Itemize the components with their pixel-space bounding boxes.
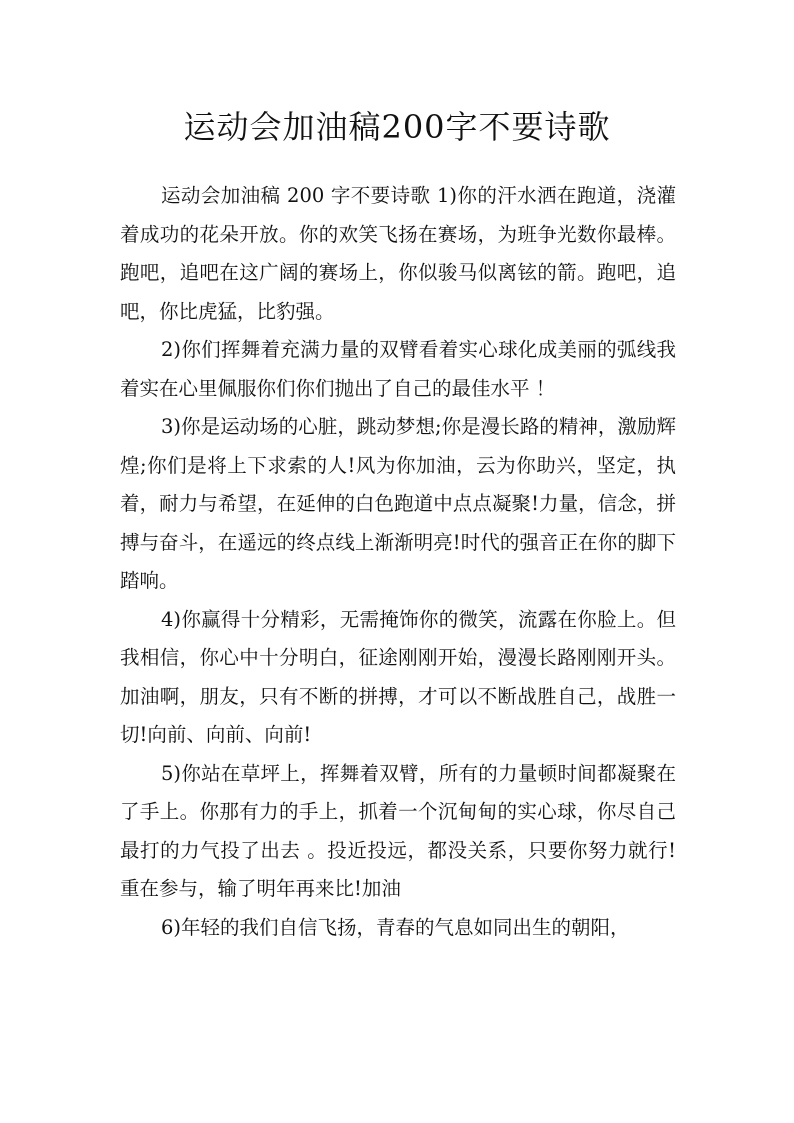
paragraph-6: 6)年轻的我们自信飞扬，青春的气息如同出生的朝阳，: [161, 915, 630, 939]
paragraph-2: 2)你们挥舞着充满力量的双臂看着实心球化成美丽的弧线我着实在心里佩服你们你们抛出了自己的最佳水平 ！: [120, 338, 676, 400]
document-body: [120, 177, 676, 947]
document-title: 运动会加油稿200字不要诗歌: [183, 108, 611, 146]
paragraph-1: 运动会加油稿 200 字不要诗歌 1)你的汗水洒在跑道，浇灌着成功的花朵开放。你的欢笑飞扬在赛场，为班争光数你最棒。跑吧，追吧在这广阔的赛场上，你似骏马似离铉的箭。跑吧，追吧，你比虎猛，比豹强。: [120, 184, 676, 323]
paragraph-4: 4)你赢得十分精彩，无需掩饰你的微笑，流露在你脸上。但我相信，你心中十分明白，征途刚刚开始，漫漫长路刚刚开头。加油啊，朋友，只有不断的拼搏，才可以不断战胜自己，战胜一切!向前、向前、向前!: [120, 607, 676, 746]
paragraph-3: 3)你是运动场的心脏，跳动梦想;你是漫长路的精神，激励辉煌;你们是将上下求索的人!风为你加油，云为你助兴，坚定，执着，耐力与希望，在延伸的白色跑道中点点凝聚!力量，信念，拼搏与奋斗，在遥远的终点线上渐渐明亮!时代的强音正在你的脚下踏响。: [120, 415, 676, 592]
paragraph-5: 5)你站在草坪上，挥舞着双臂，所有的力量顿时间都凝聚在了手上。你那有力的手上，抓着一个沉甸甸的实心球，你尽自己最打的力气投了出去 。投近投远，都没关系，只要你努力就行!重在参与，输了明年再来比!加油: [120, 761, 676, 900]
